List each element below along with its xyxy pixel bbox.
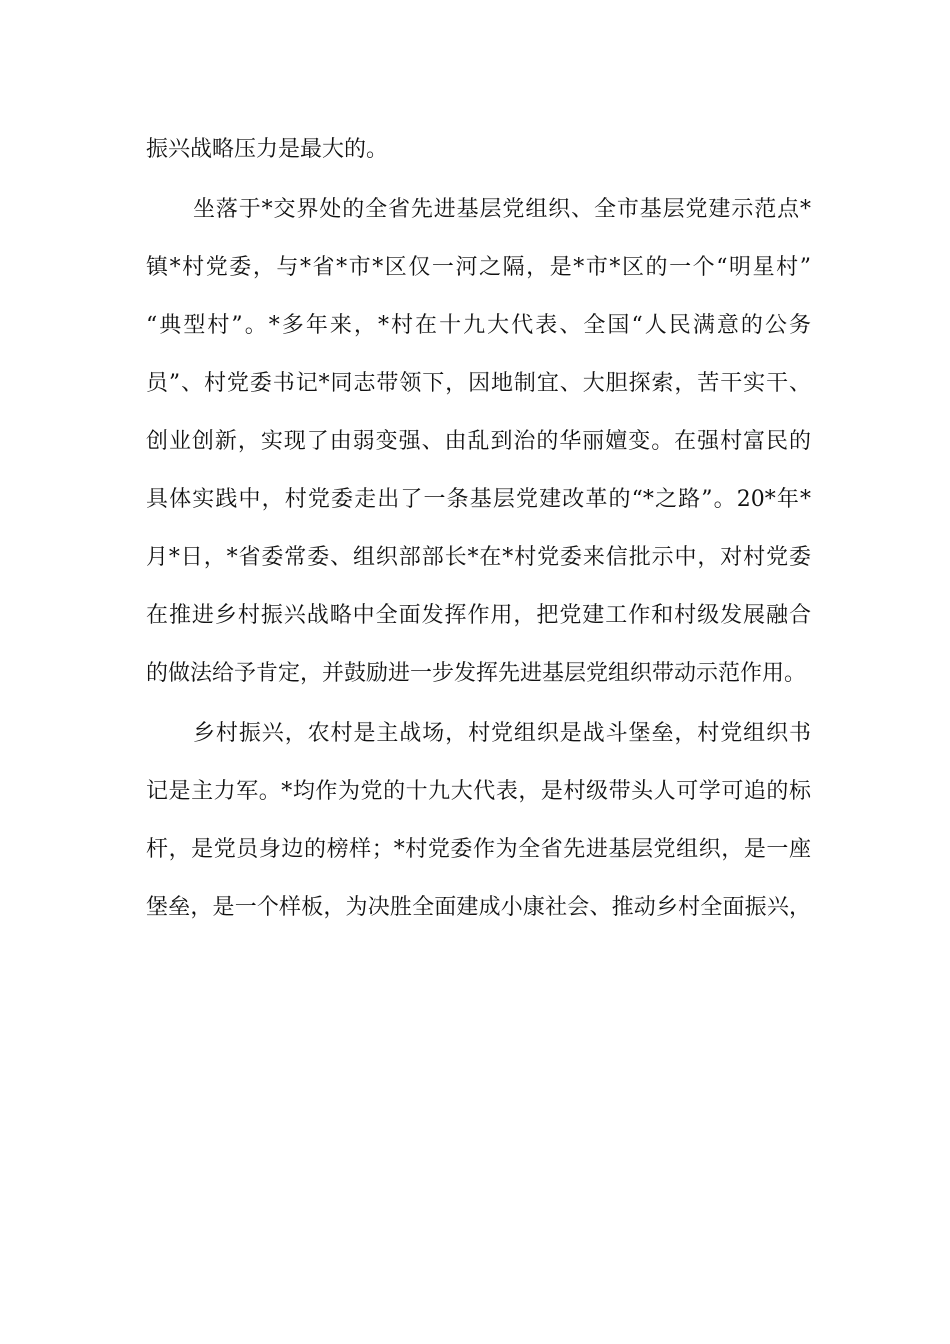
paragraph-2-line-1: 坐落于*交界处的全省先进基层党组织、全市基层党建示范点* <box>193 197 811 222</box>
paragraph-3-line-3: 杆，是党员身边的榜样；*村党委作为全省先进基层党组织，是一座 <box>146 837 811 862</box>
paragraph-1-line-1: 振兴战略压力是最大的。 <box>146 137 389 162</box>
paragraph-3-line-4: 堡垒，是一个样板，为决胜全面建成小康社会、推动乡村全面振兴， <box>146 895 811 920</box>
paragraph-2-line-3: “典型村”。*多年来，*村在十九大代表、全国“人民满意的公务 <box>146 313 811 338</box>
paragraph-3-line-1: 乡村振兴，农村是主战场，村党组织是战斗堡垒，村党组织书 <box>193 721 811 746</box>
paragraph-2-line-7: 月*日，*省委常委、组织部部长*在*村党委来信批示中，对村党委 <box>146 545 811 570</box>
paragraph-2-line-5: 创业创新，实现了由弱变强、由乱到治的华丽嬗变。在强村富民的 <box>146 429 811 454</box>
paragraph-3-line-2: 记是主力军。*均作为党的十九大代表，是村级带头人可学可追的标 <box>146 779 811 804</box>
paragraph-2-line-4: 员”、村党委书记*同志带领下，因地制宜、大胆探索，苦干实干、 <box>146 371 811 396</box>
paragraph-2-line-2: 镇*村党委，与*省*市*区仅一河之隔，是*市*区的一个“明星村” <box>146 255 811 280</box>
paragraph-2-line-6: 具体实践中，村党委走出了一条基层党建改革的“*之路”。20*年* <box>146 487 811 512</box>
paragraph-2-line-9: 的做法给予肯定，并鼓励进一步发挥先进基层党组织带动示范作用。 <box>146 661 807 686</box>
paragraph-2-line-8: 在推进乡村振兴战略中全面发挥作用，把党建工作和村级发展融合 <box>146 603 811 628</box>
